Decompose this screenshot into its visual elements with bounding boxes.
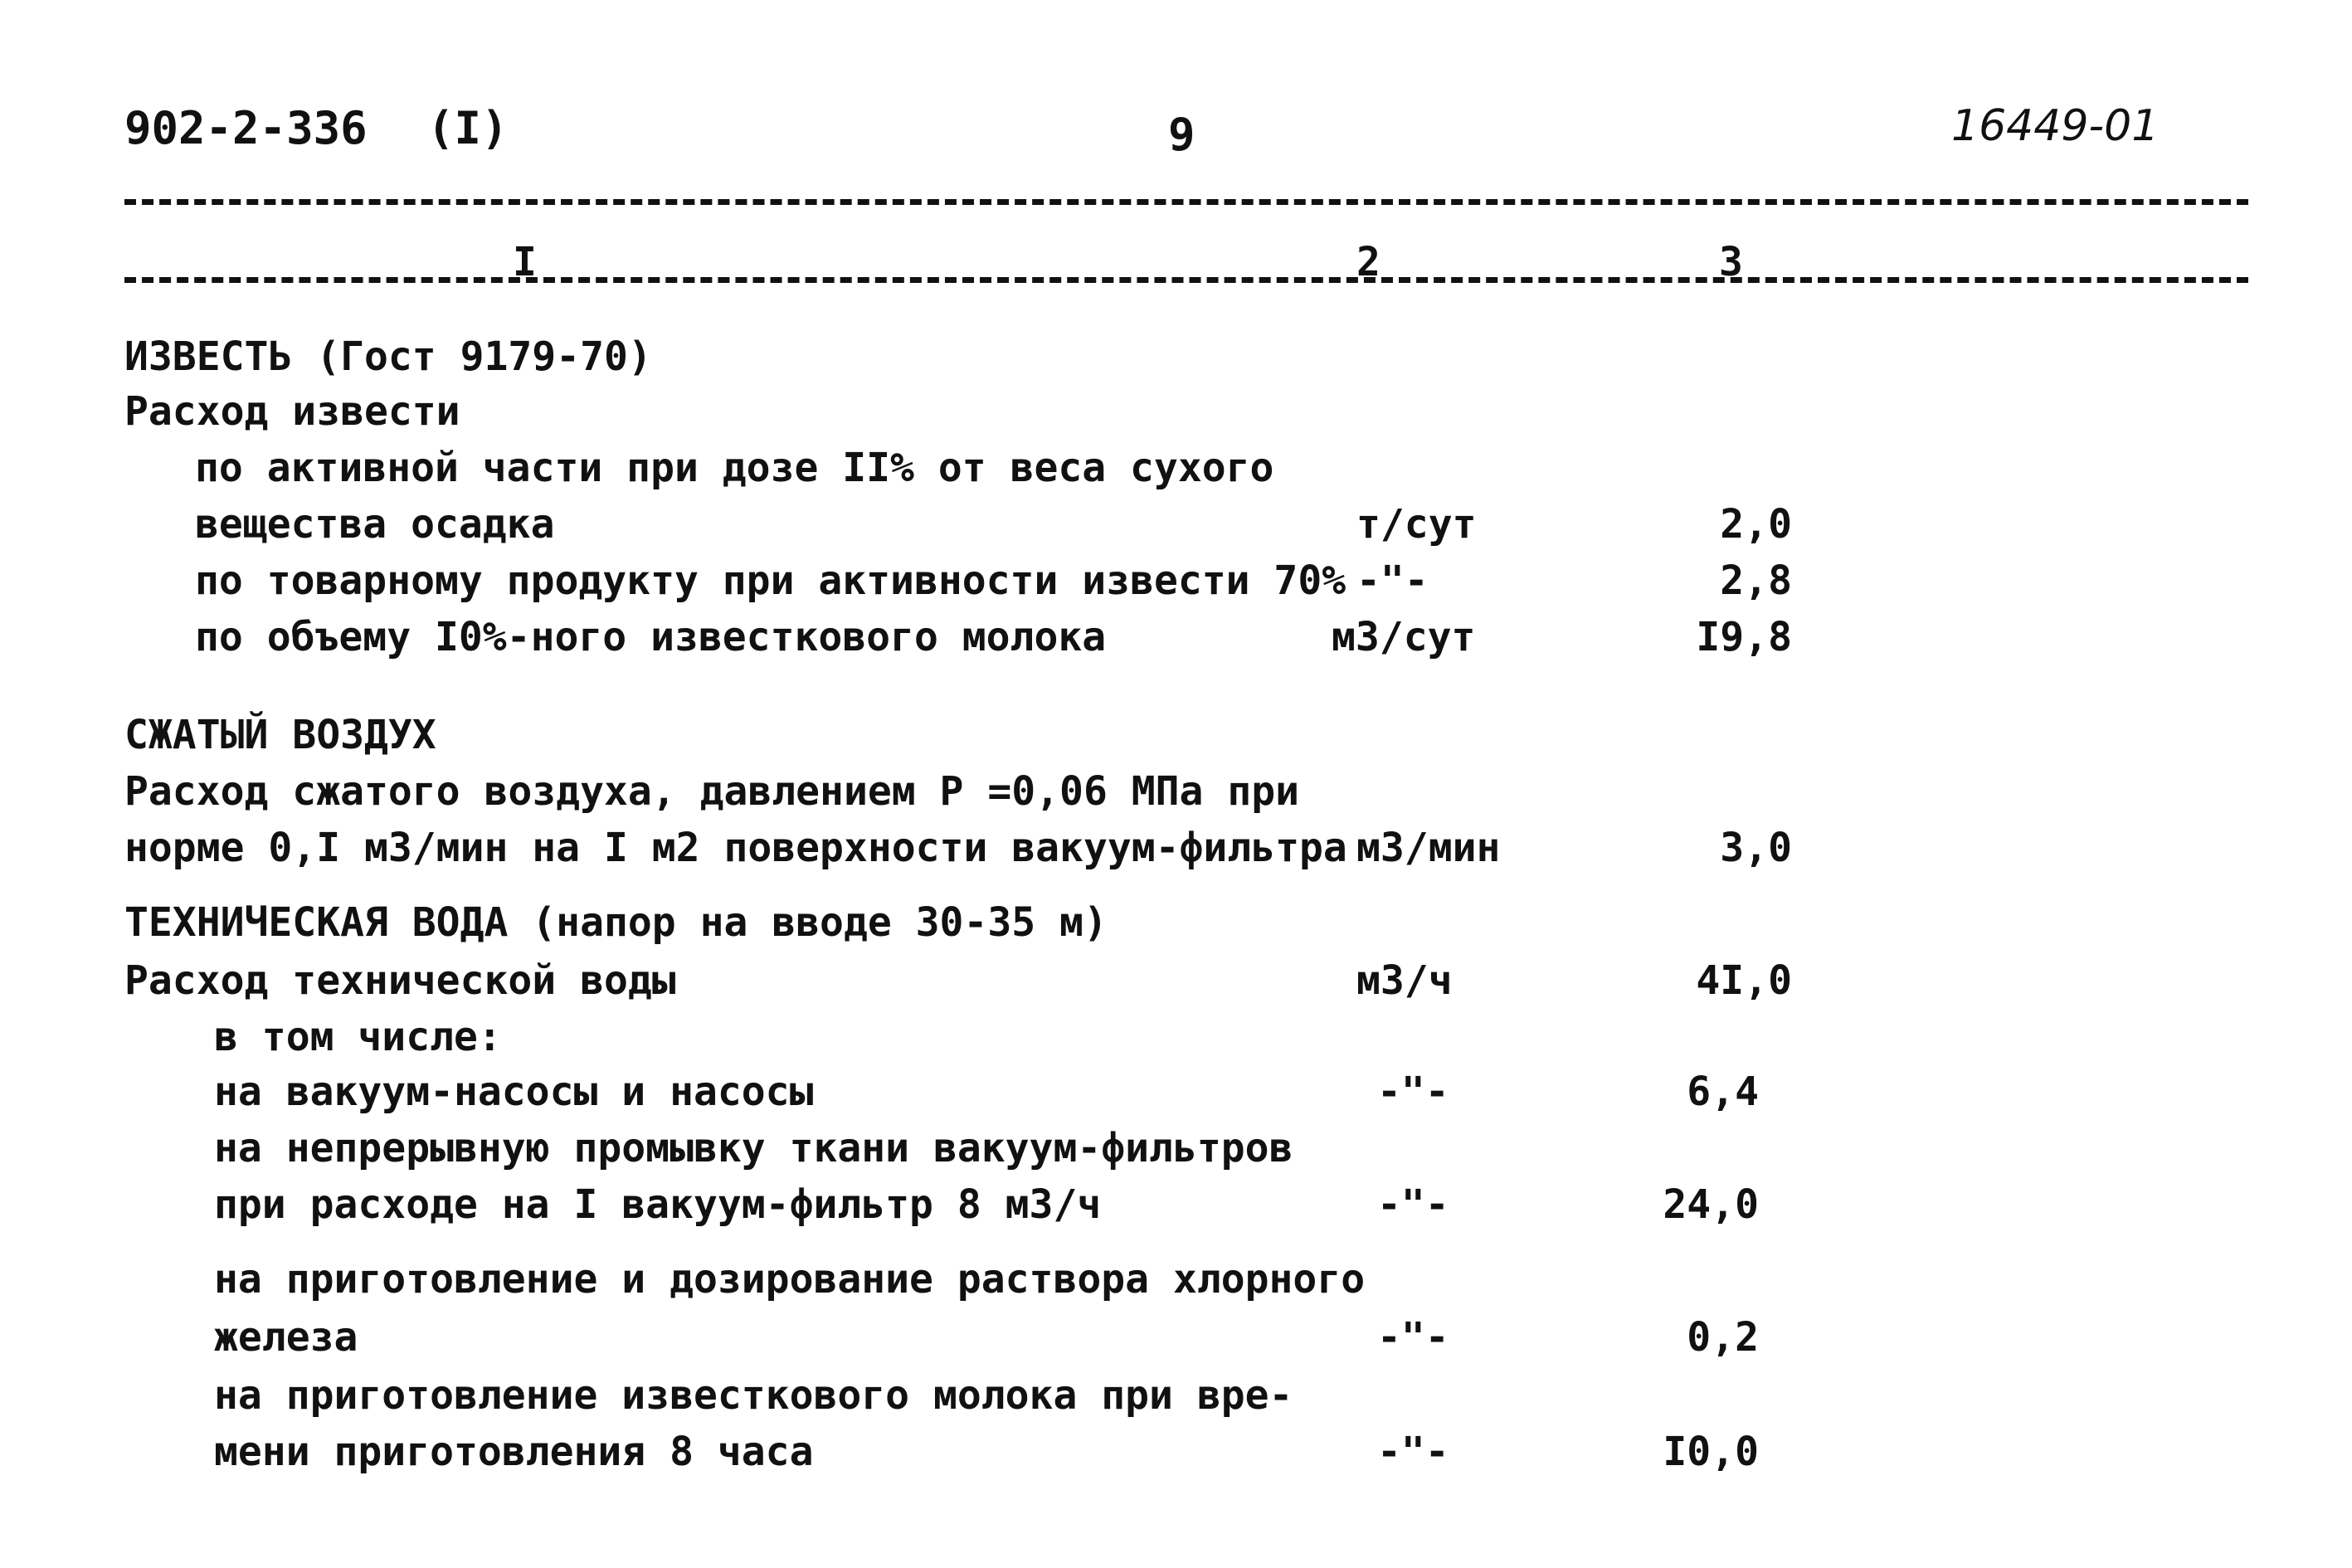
column-header-1: I	[513, 239, 537, 285]
row-value: 2,0	[1720, 501, 1792, 548]
section-title-compressed-air: СЖАТЫЙ ВОЗДУХ	[124, 712, 436, 758]
row-label: на приготовление известкового молока при вре-	[214, 1372, 1293, 1419]
row-unit: т/сут	[1356, 501, 1477, 548]
row-label: при расходе на I вакуум-фильтр 8 м3/ч	[214, 1181, 1102, 1228]
row-unit: -"-	[1356, 558, 1429, 604]
row-value: I0,0	[1663, 1429, 1759, 1475]
row-unit: м3/ч	[1356, 957, 1453, 1004]
row-unit: -"-	[1377, 1181, 1449, 1228]
row-label: на вакуум-насосы и насосы	[214, 1069, 814, 1115]
row-label: на непрерывную промывку ткани вакуум-фильтров	[214, 1125, 1293, 1171]
column-header-2: 2	[1356, 239, 1381, 285]
table-top-rule	[124, 199, 2248, 205]
row-value: 6,4	[1687, 1069, 1759, 1115]
row-unit: -"-	[1377, 1314, 1449, 1361]
row-unit: м3/сут	[1332, 614, 1476, 660]
row-label: по объему I0%-ного известкового молока	[195, 614, 1107, 660]
table-header-rule	[124, 277, 2248, 283]
row-value: 3,0	[1720, 825, 1792, 871]
row-value: 0,2	[1687, 1314, 1759, 1361]
row-label: в том числе:	[214, 1014, 502, 1060]
row-label: вещества осадка	[195, 501, 555, 548]
row-label: по товарному продукту при активности извести 70%	[195, 558, 1346, 604]
inventory-number: 16449-01	[1951, 101, 2160, 151]
section-title-technical-water: ТЕХНИЧЕСКАЯ ВОДА (напор на вводе 30-35 м)	[124, 899, 1108, 946]
row-label: на приготовление и дозирование раствора хлорного	[214, 1256, 1366, 1303]
row-value: I9,8	[1696, 614, 1792, 660]
row-unit: -"-	[1377, 1429, 1449, 1475]
page-number: 9	[1168, 109, 1195, 161]
document-part: (I)	[427, 102, 509, 154]
row-label: железа	[214, 1314, 358, 1361]
row-value: 4I,0	[1696, 957, 1792, 1004]
row-unit: м3/мин	[1356, 825, 1501, 871]
row-unit: -"-	[1377, 1069, 1449, 1115]
row-label: мени приготовления 8 часа	[214, 1429, 814, 1475]
row-label: Расход технической воды	[124, 957, 676, 1004]
column-header-3: 3	[1719, 239, 1743, 285]
row-label: норме 0,I м3/мин на I м2 поверхности вакуум-фильтра	[124, 825, 1347, 871]
document-code: 902-2-336	[124, 102, 368, 154]
section-title-lime: ИЗВЕСТЬ (Гост 9179-70)	[124, 334, 652, 380]
row-value: 24,0	[1663, 1181, 1759, 1228]
row-label: Расход извести	[124, 388, 460, 435]
row-label: по активной части при дозе II% от веса сухого	[195, 445, 1274, 491]
row-label: Расход сжатого воздуха, давлением P =0,06 МПа при	[124, 768, 1300, 815]
row-value: 2,8	[1720, 558, 1792, 604]
